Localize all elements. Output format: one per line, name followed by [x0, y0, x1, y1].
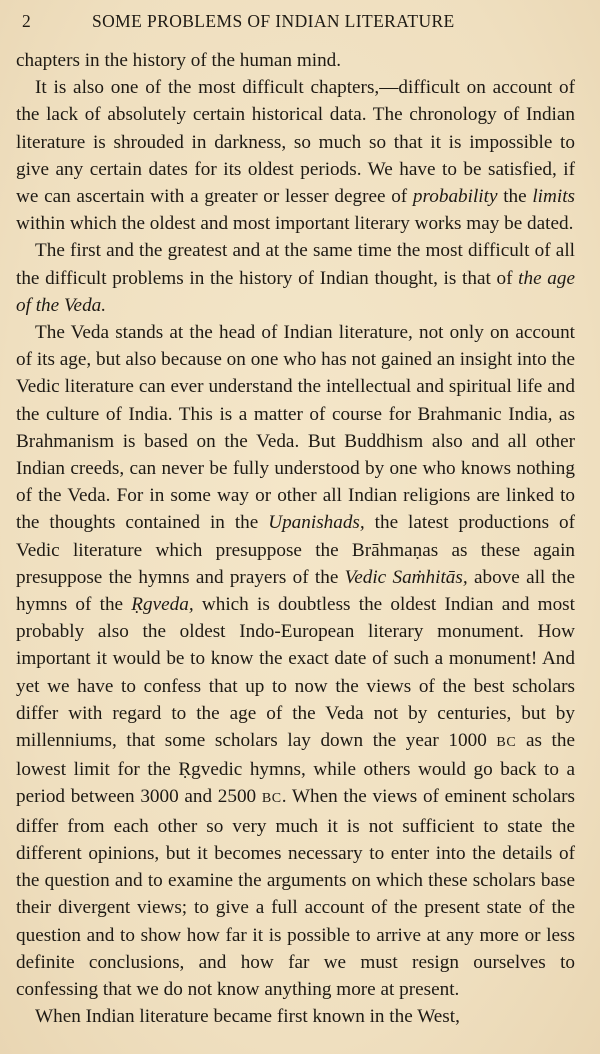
paragraph	[16, 1003, 575, 1030]
italic-text: Ṛgveda,	[131, 594, 194, 616]
text-segment: When Indian literature became first known in the West,	[35, 1006, 460, 1028]
italic-text: limits	[532, 186, 575, 208]
small-caps-text: BC	[261, 791, 282, 807]
paragraph	[16, 237, 575, 319]
text-segment: as the lowest limit for the Ṛgvedic hymns, while others would go back to a period between 3000 and 2500	[16, 730, 575, 808]
text-segment: which is doubtless the oldest Indian and most probably also the oldest Indo-European literary monument. How important it would be to know the exact date of such a monument! And yet we have to confess that up to now the views of the best scholars differ with regard to the age of the Veda not by centuries, but by millenniums, that some scholars lay down the year 1000	[16, 594, 575, 752]
body-text	[16, 47, 575, 1030]
italic-text: Vedic Saṁhitās,	[344, 566, 468, 588]
running-head: SOME PROBLEMS OF INDIAN LITERATURE	[92, 11, 455, 31]
italic-text: the age of the Veda.	[16, 267, 575, 316]
italic-text: Upanishads,	[268, 512, 365, 534]
text-segment: . When the views of eminent scholars differ from each other so very much it is not sufficient to state the different opinions, but it becomes necessary to enter into the details of the question and to examine the arguments on which these scholars base their divergent views; to give a full account of the present state of the question and to show how far it is possible to arrive at any more or less definite conclusions, and how far we must resign ourselves to confessing that we do not know anything more at present.	[16, 786, 575, 1000]
paragraph	[16, 74, 575, 237]
text-segment: the	[497, 186, 533, 208]
italic-text: probability	[412, 186, 498, 208]
page-header	[22, 6, 578, 36]
paragraph	[16, 47, 575, 74]
text-segment: chapters in the history of the human mind.	[16, 50, 342, 71]
text-segment: The first and the greatest and at the same time the most difficult of all the difficult problems in the history of Indian thought, is that of	[16, 240, 575, 289]
small-caps-text: BC	[496, 735, 517, 751]
page-number: 2	[22, 11, 32, 31]
paragraph	[16, 319, 575, 1003]
text-segment: It is also one of the most difficult chapters,—difficult on account of the lack of absolutely certain historical data. The chronology of Indian literature is shrouded in darkness, so much so that it is impossible to give any certain dates for its oldest periods. We have to be satisfied, if we can ascertain with a greater or lesser degree of	[16, 77, 575, 208]
text-segment: The Veda stands at the head of Indian literature, not only on account of its age, but also because on one who has not gained an insight into the Vedic literature can ever understand the intellectual and spiritual life and the culture of India. This is a matter of course for Brahmanic India, as Brahmanism is based on the Veda. But Buddhism also and all other Indian creeds, can never be fully understood by one who knows nothing of the Veda. For in some way or other all Indian religions are linked to the thoughts contained in the	[16, 322, 575, 534]
text-segment: above all the hymns of the	[16, 566, 575, 616]
text-segment: the latest productions of Vedic literature which presuppose the Brāhmaṇas as these again presuppose the hymns and prayers of the	[16, 512, 575, 588]
text-segment: within which the oldest and most important literary works may be dated.	[16, 213, 574, 235]
